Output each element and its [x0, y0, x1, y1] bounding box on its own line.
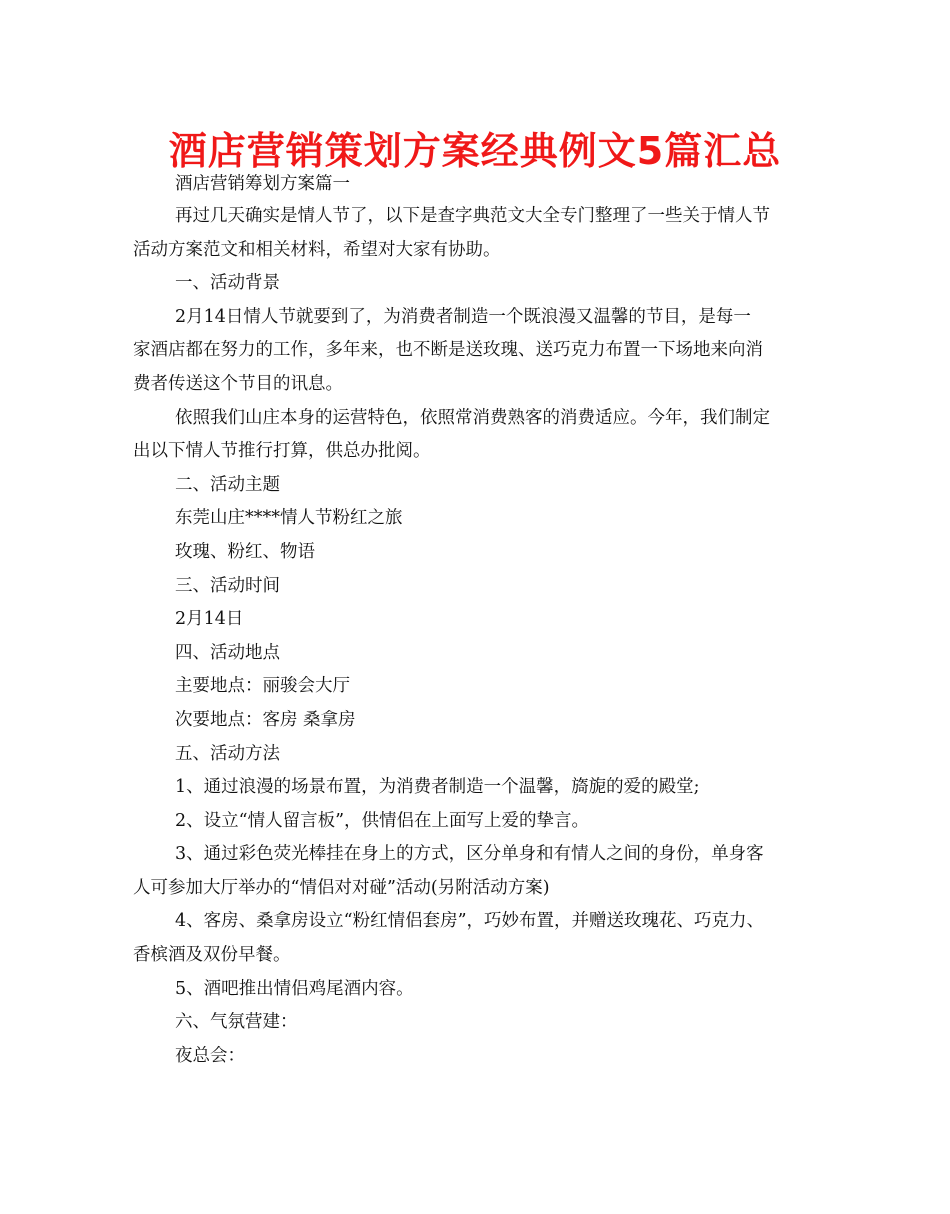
paragraph-line: 东莞山庄****情人节粉红之旅	[175, 508, 403, 529]
paragraph-line: 活动方案范文和相关材料，希望对大家有协助。	[133, 239, 501, 260]
paragraph	[133, 670, 823, 704]
section-subtitle: 酒店营销筹划方案篇一	[175, 174, 350, 194]
paragraph	[133, 704, 823, 738]
paragraph	[133, 603, 823, 637]
paragraph-line: 费者传送这个节目的讯息。	[133, 373, 343, 394]
list-item	[133, 973, 823, 1007]
paragraph	[133, 301, 823, 402]
heading	[133, 267, 823, 301]
document-title: 酒店营销策划方案经典例文5篇汇总	[168, 129, 782, 173]
paragraph-line: 夜总会：	[175, 1045, 245, 1066]
heading	[133, 637, 823, 671]
paragraph-line: 5、酒吧推出情侣鸡尾酒内容。	[175, 978, 414, 999]
paragraph-line: 2、设立“情人留言板”，供情侣在上面写上爱的挚言。	[175, 810, 590, 831]
paragraph-line: 出以下情人节推行打算，供总办批阅。	[133, 441, 431, 462]
list-item	[133, 771, 823, 805]
list-item	[133, 838, 823, 905]
paragraph-line: 次要地点：客房 桑拿房	[175, 709, 356, 730]
paragraph-line: 玫瑰、粉红、物语	[175, 541, 315, 562]
paragraph-line: 家酒店都在努力的工作，多年来，也不断是送玫瑰、送巧克力布置一下场地来向消	[133, 340, 763, 361]
paragraph	[133, 402, 823, 469]
paragraph	[133, 502, 823, 536]
section-heading: 五、活动方法	[175, 743, 280, 764]
heading	[133, 570, 823, 604]
paragraph-line: 2月14日	[175, 609, 244, 630]
section-heading: 四、活动地点	[175, 642, 280, 663]
list-item	[133, 805, 823, 839]
paragraph-line: 3、通过彩色荧光棒挂在身上的方式，区分单身和有情人之间的身份，单身客	[175, 844, 764, 865]
paragraph-line: 1、通过浪漫的场景布置，为消费者制造一个温馨，旖旎的爱的殿堂;	[175, 777, 700, 798]
paragraph	[133, 536, 823, 570]
paragraph-line: 2月14日情人节就要到了，为消费者制造一个既浪漫又温馨的节目，是每一	[175, 306, 751, 327]
heading	[133, 1006, 823, 1040]
section-heading: 三、活动时间	[175, 575, 280, 596]
list-item	[133, 905, 823, 972]
heading	[133, 738, 823, 772]
section-heading: 二、活动主题	[175, 474, 280, 495]
section-heading: 一、活动背景	[175, 273, 280, 294]
paragraph-line: 4、客房、桑拿房设立“粉红情侣套房”，巧妙布置，并赠送玫瑰花、巧克力、	[175, 911, 765, 932]
document-body	[133, 168, 823, 1073]
paragraph-line: 人可参加大厅举办的“情侣对对碰”活动(另附活动方案)	[133, 877, 550, 898]
paragraph-line: 香槟酒及双份早餐。	[133, 945, 291, 966]
section-heading: 六、气氛营建：	[175, 1012, 298, 1033]
paragraph	[133, 1040, 823, 1074]
paragraph-line: 主要地点：丽骏会大厅	[175, 676, 350, 697]
paragraph-line: 再过几天确实是情人节了，以下是查字典范文大全专门整理了一些关于情人节	[175, 206, 770, 226]
paragraph	[133, 200, 823, 267]
paragraph-line: 依照我们山庄本身的运营特色，依照常消费熟客的消费适应。今年，我们制定	[175, 407, 770, 428]
heading	[133, 469, 823, 503]
